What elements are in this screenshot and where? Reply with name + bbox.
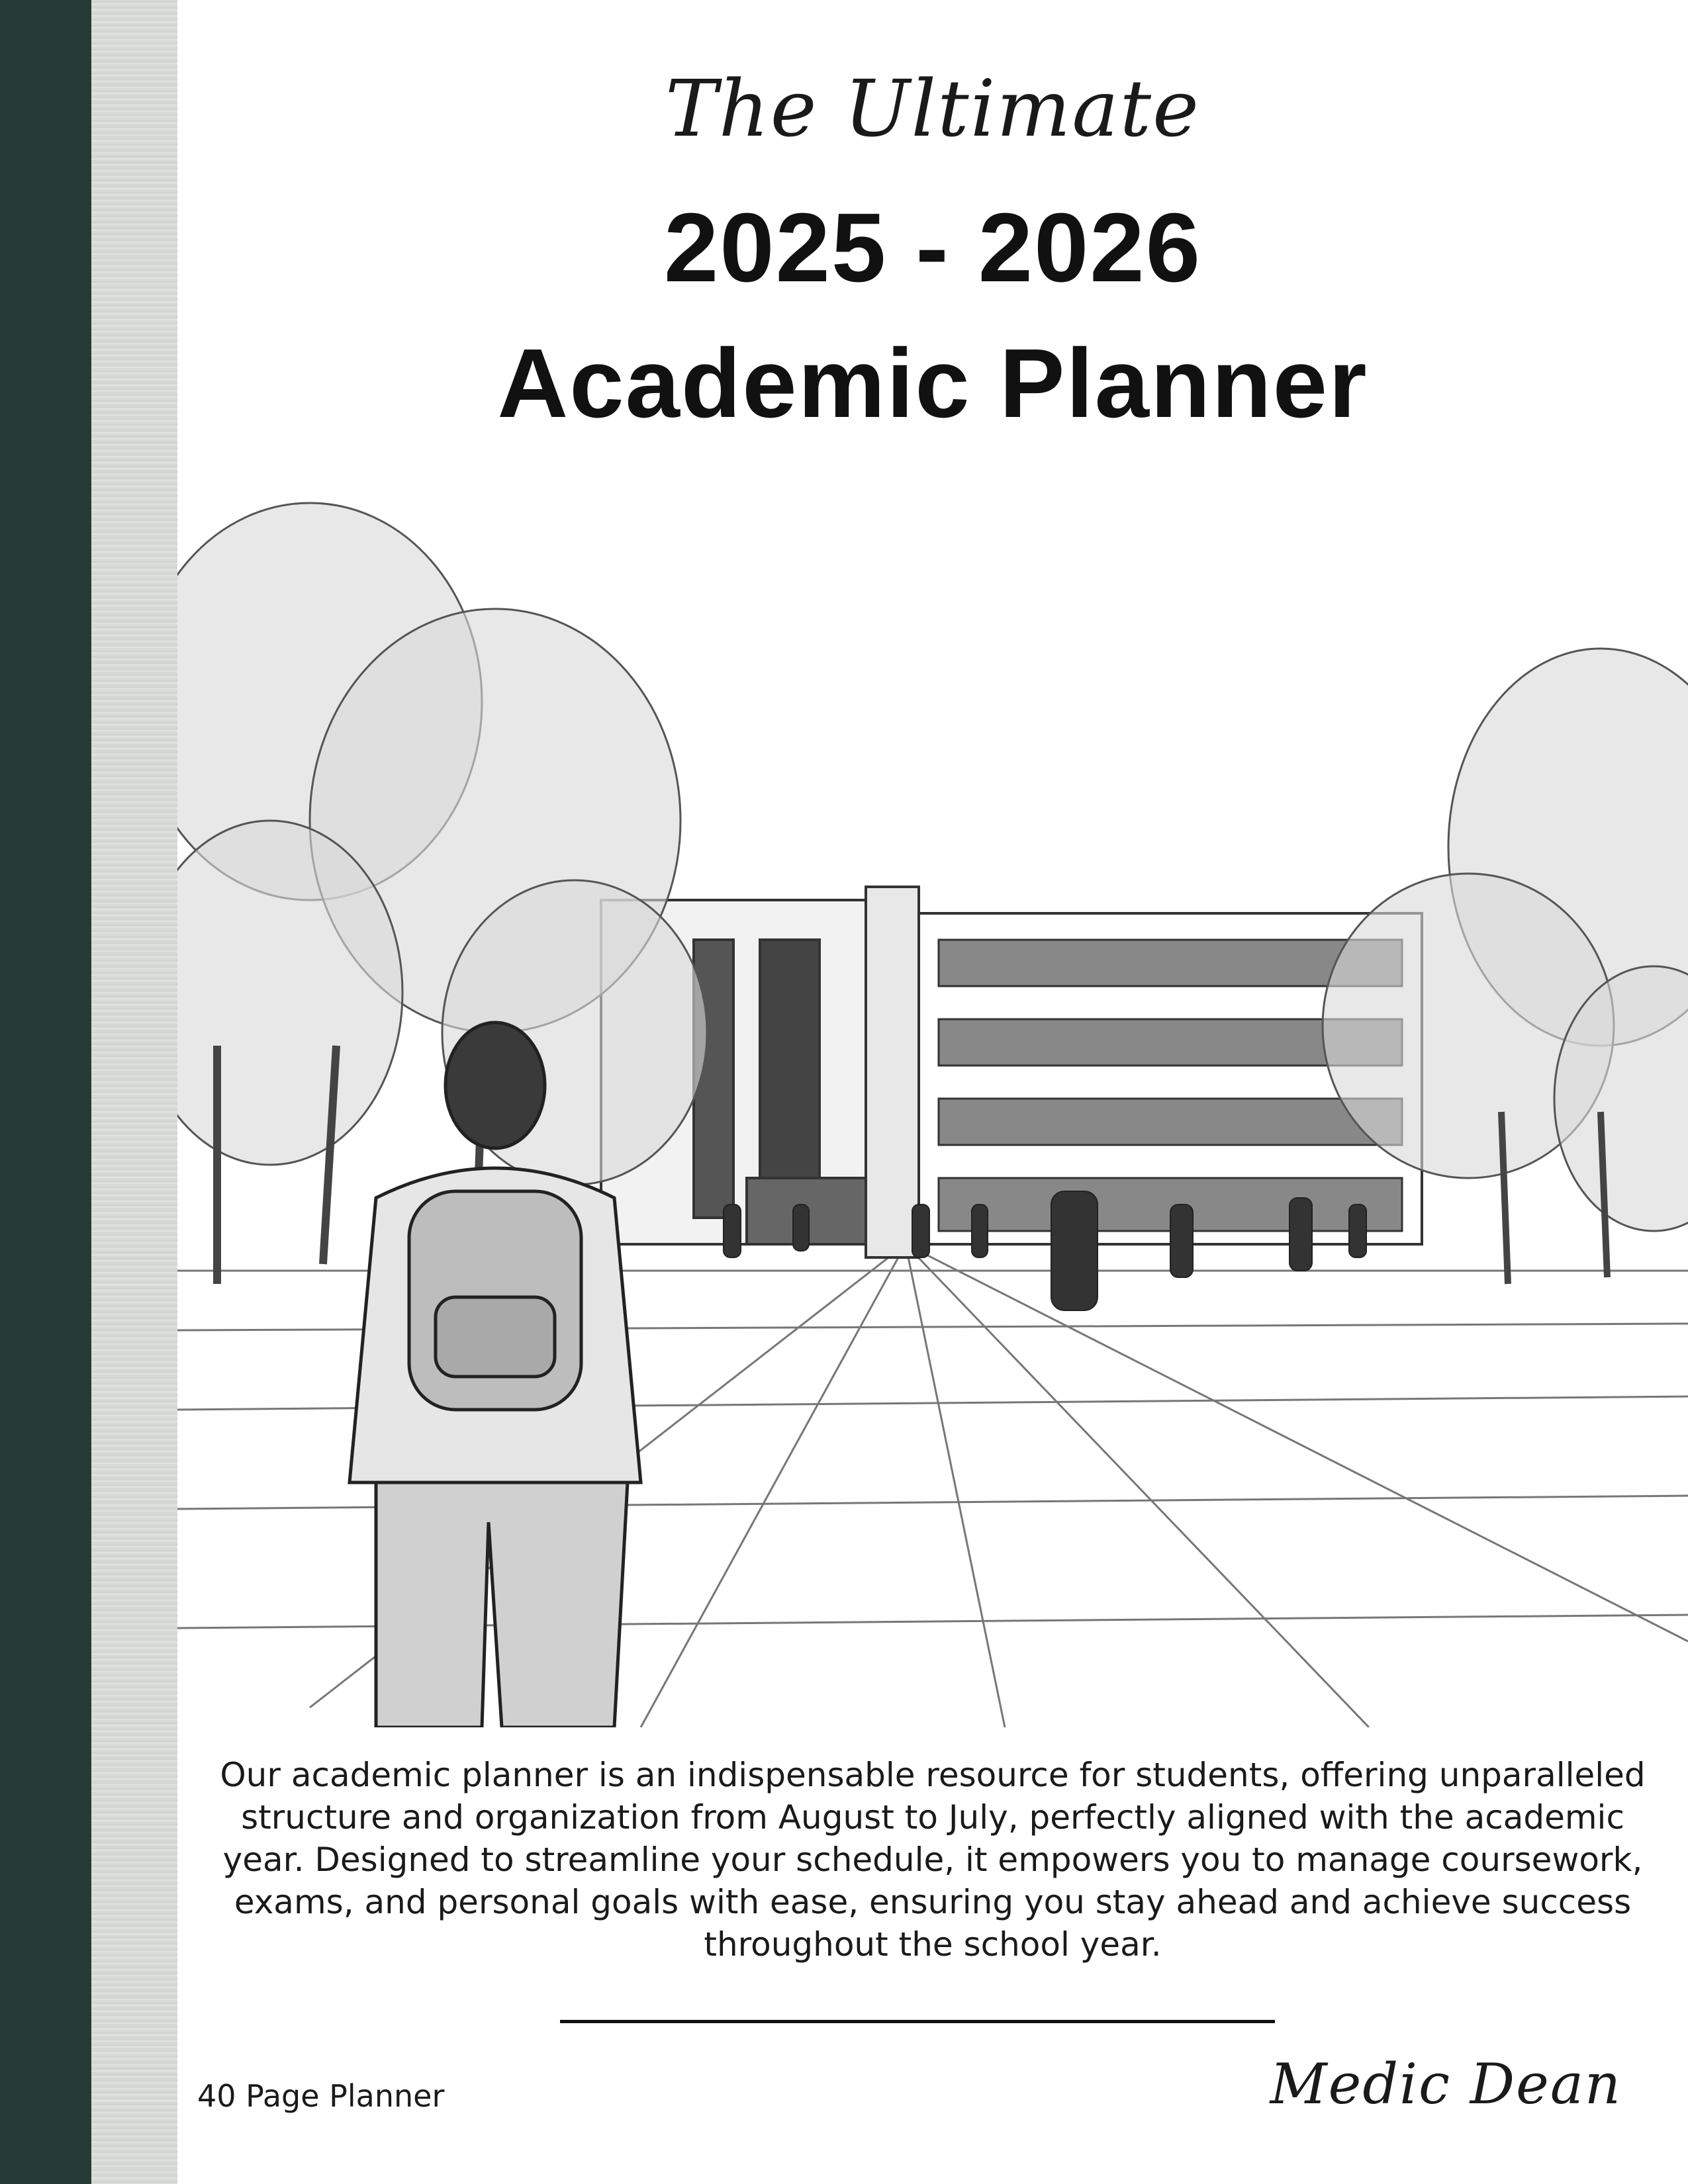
campus-sketch-illustration — [177, 450, 1688, 1727]
cover-content — [177, 0, 1688, 2184]
divider-line — [560, 2020, 1275, 2023]
page-count-label: 40 Page Planner — [197, 2078, 445, 2114]
cover-title-main: Academic Planner — [497, 329, 1368, 438]
trees-left — [177, 503, 707, 1185]
description-paragraph: Our academic planner is an indispensable resource for students, offering unparalleled structure and organization from August to July, perfectly aligned with the academic year. Designed to streamline your schedule, it empowers you to manage coursework, exams, and personal goals with ease, ensuring you stay ahead and achieve success throughout the school year. — [220, 1756, 1646, 1964]
spine-texture-band — [91, 0, 177, 2184]
author-signature: Medic Dean — [1270, 2052, 1622, 2116]
cover-subtitle: The Ultimate — [665, 63, 1200, 154]
spine-dark-band — [0, 0, 91, 2184]
cover-title-years: 2025 - 2026 — [663, 193, 1201, 302]
